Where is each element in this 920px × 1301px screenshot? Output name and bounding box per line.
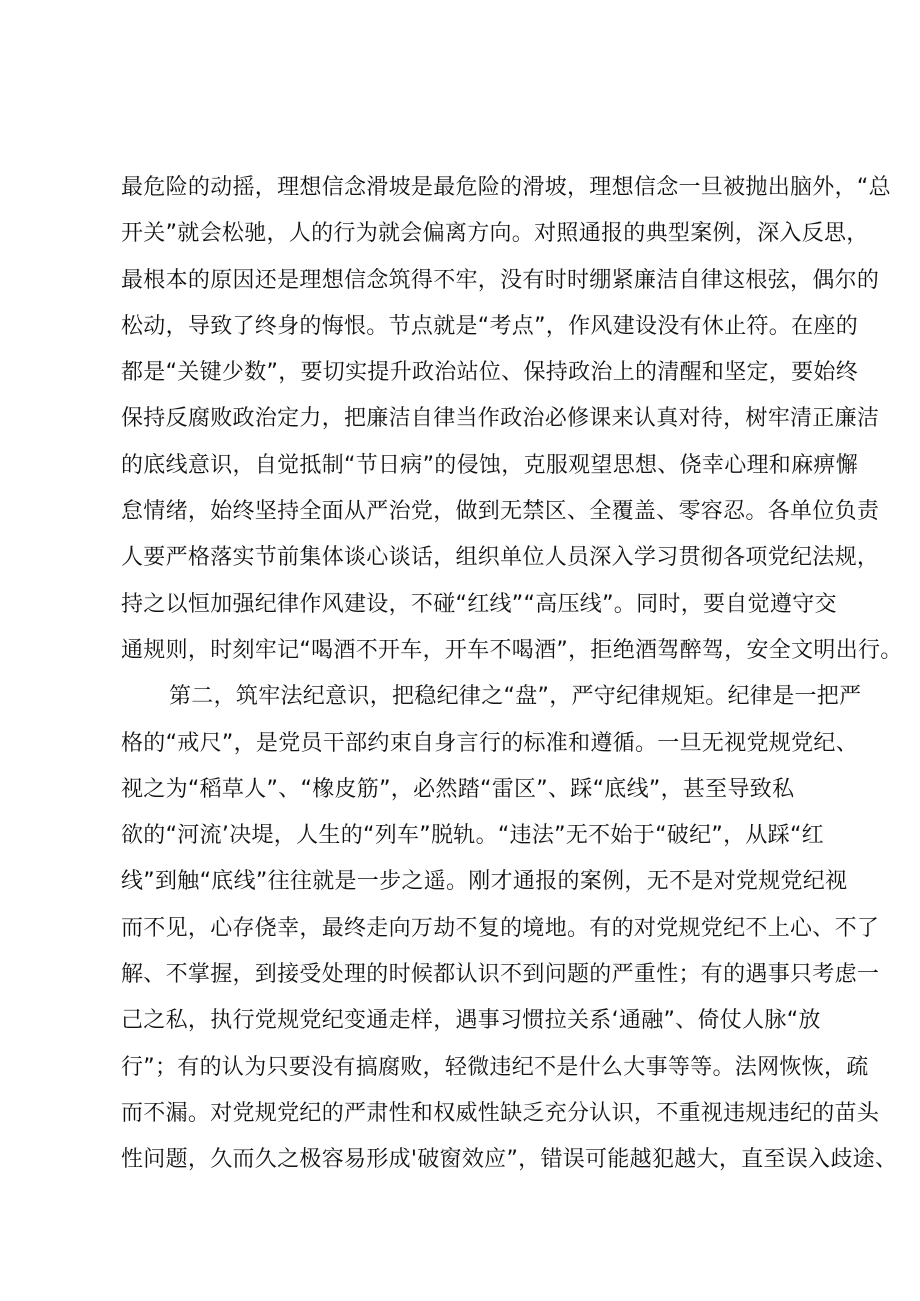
paragraph-start-line: 第二，筑牢法纪意识，把稳纪律之“盘”，严守纪律规矩。纪律是一把严: [169, 684, 862, 710]
text-line: 保持反腐败政治定力，把廉洁自律当作政治必修课来认真对待，树牢清正廉洁: [121, 406, 880, 432]
text-line: 行”；有的认为只要没有搞腐败，轻微违纪不是什么大事等等。法网恢恢，疏: [121, 1054, 869, 1080]
text-line: 持之以恒加强纪律作风建设，不碰“红线”“高压线”。同时，要自觉遵守交: [121, 591, 837, 617]
text-line: 都是“关键少数”，要切实提升政治站位、保持政治上的清醒和坚定，要始终: [121, 360, 858, 386]
text-line: 通规则，时刻牢记“喝酒不开车，开车不喝酒”，拒绝酒驾醉驾，安全文明出行。: [121, 637, 903, 663]
text-line: 性问题，久而久之极容易形成'破窗效应”，错误可能越犯越大，直至误入歧途、: [121, 1147, 898, 1173]
text-line: 而不见，心存侥幸，最终走向万劫不复的境地。有的对党规党纪不上心、不了: [121, 915, 880, 941]
text-line: 最根本的原因还是理想信念筑得不牢，没有时时绷紧廉洁自律这根弦，偶尔的: [121, 267, 880, 293]
text-line: 人要严格落实节前集体谈心谈话，组织单位人员深入学习贯彻各项党纪法规，: [121, 545, 880, 571]
text-line: 视之为“稻草人”、“橡皮筋”，必然踏“雷区”、踩“底线”，甚至导致私: [121, 776, 795, 802]
body-text: [121, 165, 903, 1184]
text-line: 而不漏。对党规党纪的严肃性和权威性缺乏充分认识，不重视违规违纪的苗头: [121, 1100, 880, 1126]
text-line: 己之私，执行党规党纪变通走样，遇事习惯拉关系‘通融”、倚仗人脉“放: [121, 1008, 821, 1034]
text-line: 开关”就会松驰，人的行为就会偏离方向。对照通报的典型案例，深入反思，: [121, 221, 869, 247]
text-line: 最危险的动摇，理想信念滑坡是最危险的滑坡，理想信念一旦被抛出脑外，“总: [121, 175, 891, 200]
text-line: 线”到触“底线”往往就是一步之遥。刚才通报的案例，无不是对党规党纪视: [121, 869, 848, 895]
text-line: 欲的“河流’决堤，人生的“列车”脱轨。“违法”无不始于“破纪”，从踩“红: [121, 823, 824, 849]
text-line: 解、不掌握，到接受处理的时候都认识不到问题的严重性；有的遇事只考虑一: [121, 962, 880, 988]
text-line: 怠情绪，始终坚持全面从严治党，做到无禁区、全覆盖、零容忍。各单位负责: [121, 499, 880, 525]
text-line: 格的“戒尺”，是党员干部约束自身言行的标准和遵循。一旦无视党规党纪、: [121, 730, 858, 756]
text-line: 的底线意识，自觉抵制“节日病”的侵蚀，克服观望思想、侥幸心理和麻痹懈: [121, 452, 858, 478]
text-line: 松动，导致了终身的悔恨。节点就是“考点”，作风建设没有休止符。在座的: [121, 313, 858, 339]
